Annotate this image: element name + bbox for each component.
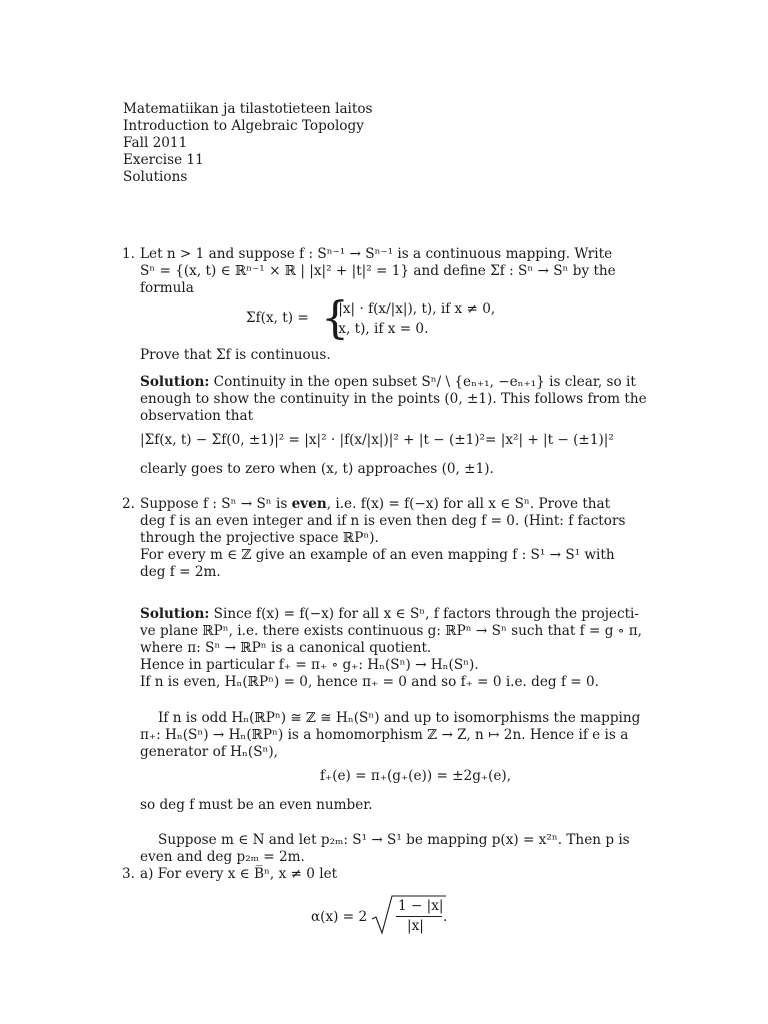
- solution-text: where π: Sⁿ → ℝPⁿ is a canonical quotient.: [140, 640, 432, 656]
- solution-label: Solution:: [140, 606, 210, 622]
- solution-text: enough to show the continuity in the points (0, ±1). This follows from the: [140, 391, 647, 407]
- problem-text: deg f = 2m.: [140, 564, 221, 580]
- emphasis: even: [291, 496, 327, 512]
- course-title: Introduction to Algebraic Topology: [123, 118, 364, 134]
- cases-brace: {: [321, 293, 349, 344]
- solution-text: generator of Hₙ(Sⁿ),: [140, 744, 279, 760]
- solution-text: so deg f must be an even number.: [140, 797, 373, 813]
- problem-text: formula: [140, 280, 194, 296]
- solution-text-span: Continuity in the open subset Sⁿ/ \ {eₙ₊₁, −eₙ₊₁} is clear, so it: [209, 374, 636, 390]
- term-line: Fall 2011: [123, 135, 188, 151]
- solution-text: even and deg p₂ₘ = 2m.: [140, 849, 305, 865]
- doc-type-line: Solutions: [123, 169, 188, 185]
- solution-equation: |Σf(x, t) − Σf(0, ±1)|² = |x|² · |f(x/|x|)|² + |t − (±1)²= |x²| + |t − (±1)|²: [140, 432, 614, 448]
- solution-text: Hence in particular f₊ = π₊ ∘ g₊: Hₙ(Sⁿ) → Hₙ(Sⁿ).: [140, 657, 479, 673]
- text-span: , i.e. f(x) = f(−x) for all x ∈ Sⁿ. Prove that: [326, 496, 611, 512]
- fraction-bar: [396, 916, 442, 917]
- solution-text: Suppose m ∈ N and let p₂ₘ: S¹ → S¹ be mapping p(x) = x²ⁿ. Then p is: [158, 832, 630, 848]
- problem-text: Let n > 1 and suppose f : Sⁿ⁻¹ → Sⁿ⁻¹ is a continuous mapping. Write: [140, 246, 613, 262]
- exercise-line: Exercise 11: [123, 152, 204, 168]
- solution-text: π₊: Hₙ(Sⁿ) → Hₙ(ℝPⁿ) is a homomorphism ℤ → Z, n ↦ 2n. Hence if e is a: [140, 727, 629, 743]
- solution-text: If n is even, Hₙ(ℝPⁿ) = 0, hence π₊ = 0 and so f₊ = 0 i.e. deg f = 0.: [140, 674, 599, 690]
- fraction-denominator: |x|: [407, 918, 424, 934]
- problem-text: Sⁿ = {(x, t) ∈ ℝⁿ⁻¹ × ℝ | |x|² + |t|² = 1} and define Σf : Sⁿ → Sⁿ by the: [140, 263, 616, 279]
- formula-case: (x, t), if x = 0.: [333, 321, 429, 337]
- solution-text: ve plane ℝPⁿ, i.e. there exists continuous g: ℝPⁿ → Sⁿ such that f = g ∘ π,: [140, 623, 642, 639]
- text-span: Suppose f : Sⁿ → Sⁿ is: [140, 496, 292, 512]
- problem-text: a) For every x ∈ B̅ⁿ, x ≠ 0 let: [140, 866, 338, 882]
- problem-text: Prove that Σf is continuous.: [140, 347, 331, 363]
- department-line: Matematiikan ja tilastotieteen laitos: [123, 101, 373, 117]
- problem-text: through the projective space ℝPⁿ).: [140, 530, 379, 546]
- solution-text: If n is odd Hₙ(ℝPⁿ) ≅ ℤ ≅ Hₙ(Sⁿ) and up to isomorphisms the mapping: [158, 710, 641, 726]
- solution-equation: f₊(e) = π₊(g₊(e)) = ±2g₊(e),: [320, 768, 512, 784]
- solution-text-span: Since f(x) = f(−x) for all x ∈ Sⁿ, f factors through the projecti-: [209, 606, 639, 622]
- formula-tail: .: [443, 909, 448, 925]
- solution-text: clearly goes to zero when (x, t) approaches (0, ±1).: [140, 461, 494, 477]
- problem-text: For every m ∈ ℤ give an example of an even mapping f : S¹ → S¹ with: [140, 547, 615, 563]
- problem-text: [140, 496, 610, 513]
- problem-number: 1.: [122, 246, 135, 262]
- formula-case: (|x| · f(x/|x|), t), if x ≠ 0,: [333, 301, 496, 317]
- solution-text: observation that: [140, 408, 254, 424]
- fraction-numerator: 1 − |x|: [398, 898, 444, 914]
- problem-number: 3.: [122, 866, 135, 882]
- problem-text: deg f is an even integer and if n is even then deg f = 0. (Hint: f factors: [140, 513, 626, 529]
- solution-text: [140, 606, 639, 623]
- formula-lhs: α(x) = 2: [311, 909, 368, 925]
- solution-label: Solution:: [140, 374, 210, 390]
- formula-lhs: Σf(x, t) =: [246, 310, 309, 326]
- solution-text: [140, 374, 636, 391]
- problem-number: 2.: [122, 496, 135, 512]
